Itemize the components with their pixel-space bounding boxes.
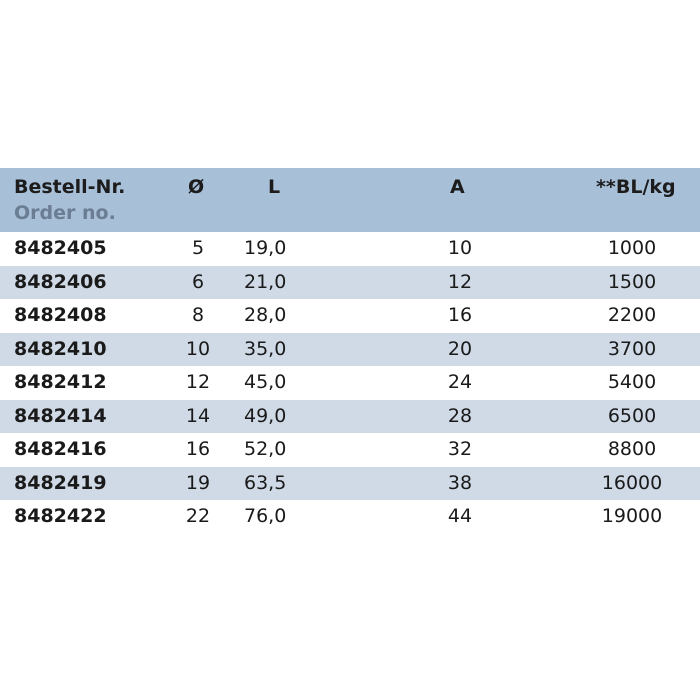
cell-a: 38 — [447, 471, 473, 494]
cell-length: 28,0 — [244, 304, 287, 326]
cell-order-no: 8482416 — [14, 438, 107, 460]
cell-breaking-load: 5400 — [607, 371, 657, 393]
cell-length: 35,0 — [244, 337, 287, 360]
cell-diameter: 19 — [185, 471, 211, 494]
cell-length: 19,0 — [244, 237, 287, 259]
cell-a: 12 — [447, 270, 473, 293]
header-order-de: Bestell-Nr. — [14, 176, 126, 198]
table-row — [0, 232, 700, 266]
table-row — [0, 433, 700, 467]
cell-diameter: 10 — [185, 337, 211, 360]
cell-a: 24 — [447, 371, 473, 393]
header-a: A — [450, 176, 465, 198]
table-row — [0, 366, 700, 400]
cell-order-no: 8482412 — [14, 371, 107, 393]
cell-length: 49,0 — [244, 404, 287, 427]
cell-length: 52,0 — [244, 438, 287, 460]
table-header — [0, 168, 700, 232]
table-row — [0, 400, 700, 434]
header-order-en: Order no. — [14, 202, 116, 224]
cell-order-no: 8482405 — [14, 237, 107, 259]
cell-order-no: 8482414 — [14, 404, 107, 427]
cell-diameter: 8 — [191, 304, 205, 326]
cell-breaking-load: 3700 — [607, 337, 657, 360]
cell-a: 10 — [447, 237, 473, 259]
cell-breaking-load: 19000 — [601, 505, 663, 527]
cell-order-no: 8482419 — [14, 471, 107, 494]
header-diameter: Ø — [188, 176, 205, 198]
cell-breaking-load: 1500 — [607, 270, 657, 293]
table-row — [0, 299, 700, 333]
cell-diameter: 6 — [191, 270, 205, 293]
cell-order-no: 8482422 — [14, 505, 107, 527]
cell-breaking-load: 2200 — [607, 304, 657, 326]
cell-length: 21,0 — [244, 270, 287, 293]
cell-breaking-load: 6500 — [607, 404, 657, 427]
cell-a: 16 — [447, 304, 473, 326]
cell-diameter: 22 — [185, 505, 211, 527]
cell-order-no: 8482408 — [14, 304, 107, 326]
table-row — [0, 467, 700, 501]
cell-order-no: 8482410 — [14, 337, 107, 360]
table-row — [0, 333, 700, 367]
cell-breaking-load: 8800 — [607, 438, 657, 460]
cell-diameter: 12 — [185, 371, 211, 393]
cell-breaking-load: 1000 — [607, 237, 657, 259]
cell-a: 44 — [447, 505, 473, 527]
table-row — [0, 500, 700, 534]
spec-table — [0, 168, 700, 534]
cell-length: 45,0 — [244, 371, 287, 393]
cell-length: 76,0 — [244, 505, 287, 527]
cell-a: 32 — [447, 438, 473, 460]
cell-diameter: 16 — [185, 438, 211, 460]
cell-diameter: 14 — [185, 404, 211, 427]
header-length: L — [268, 176, 281, 198]
table-row — [0, 266, 700, 300]
header-breaking-load: **BL/kg — [596, 176, 676, 198]
cell-order-no: 8482406 — [14, 270, 107, 293]
cell-breaking-load: 16000 — [601, 471, 663, 494]
cell-diameter: 5 — [191, 237, 205, 259]
cell-length: 63,5 — [244, 471, 287, 494]
cell-a: 28 — [447, 404, 473, 427]
cell-a: 20 — [447, 337, 473, 360]
